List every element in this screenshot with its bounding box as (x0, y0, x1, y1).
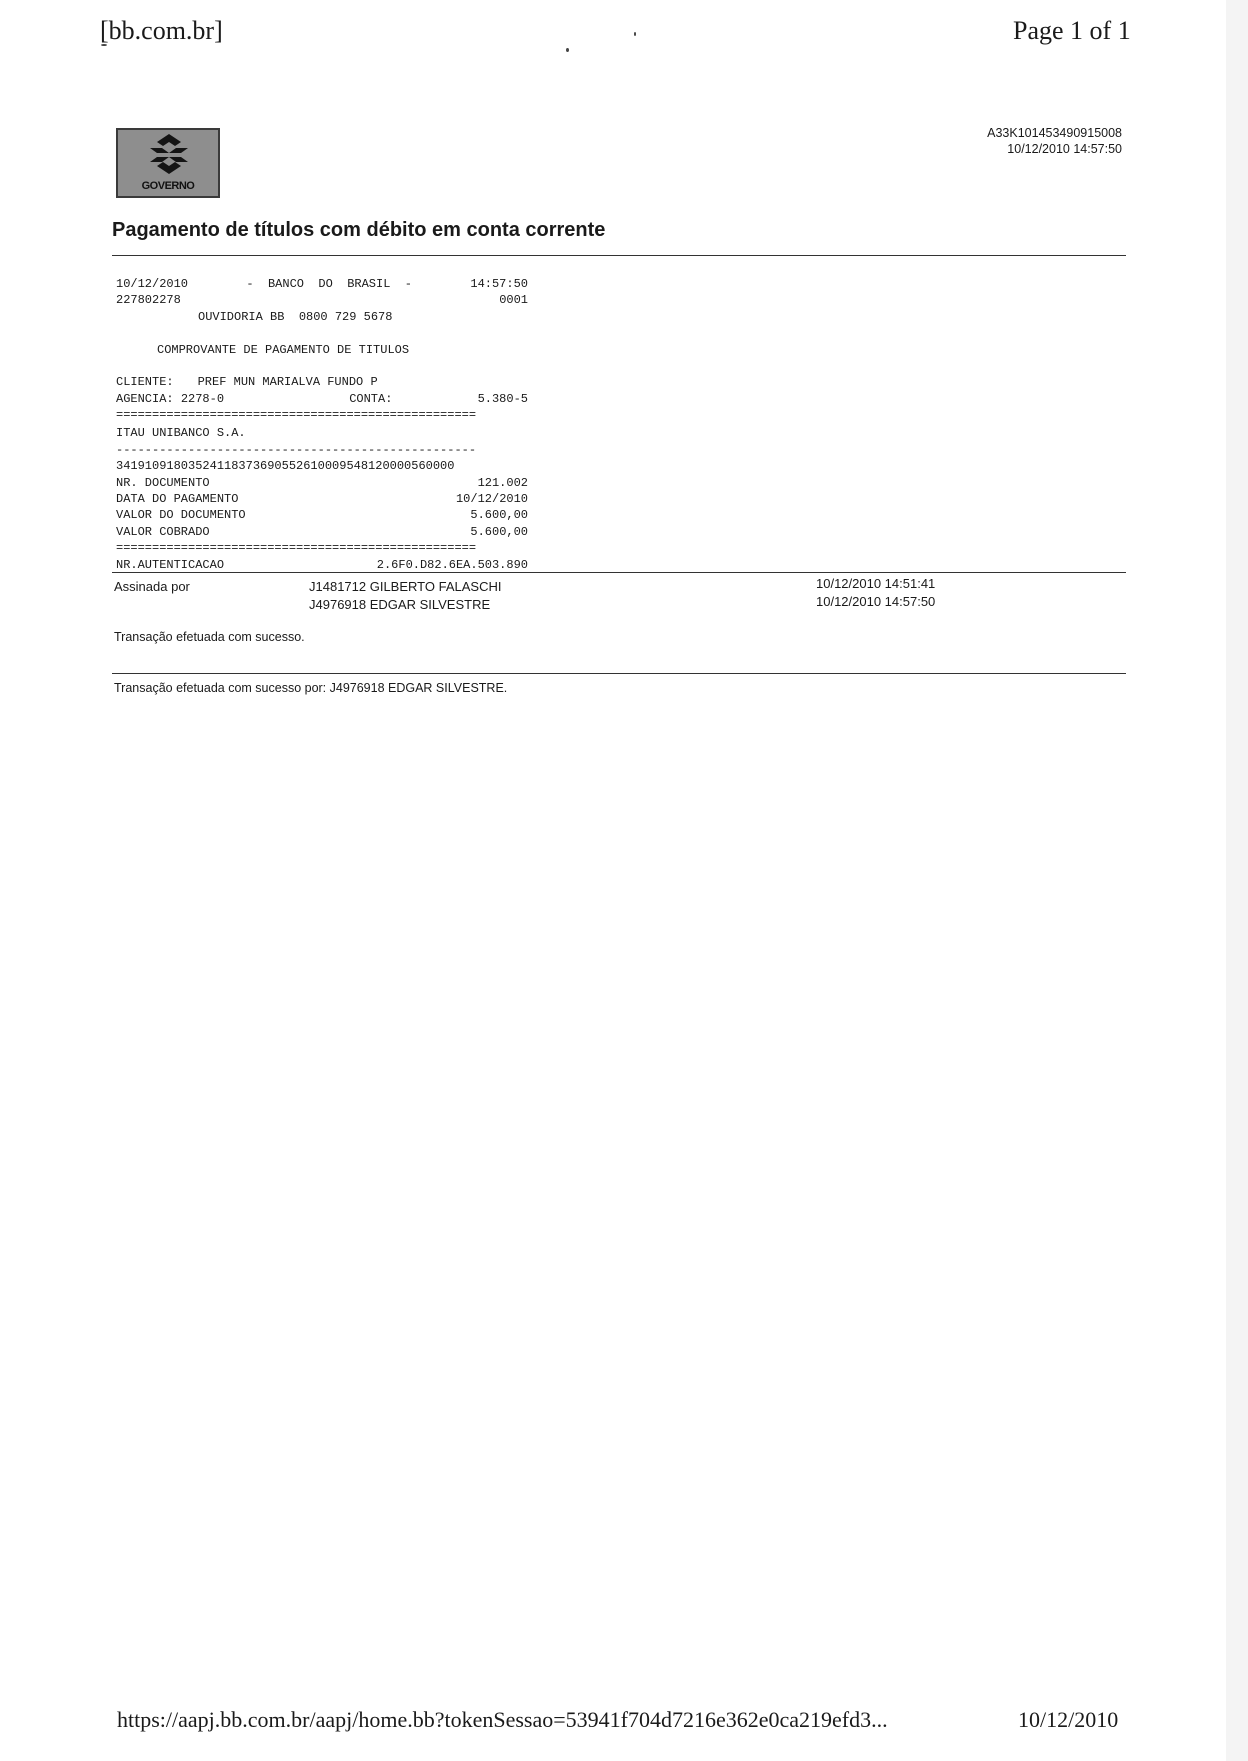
row-label: VALOR DO DOCUMENTO (116, 508, 246, 523)
authentication-value: 2.6F0.D82.6EA.503.890 (376, 557, 528, 572)
receipt-row (116, 507, 528, 523)
signer-name: J1481712 GILBERTO FALASCHI (309, 579, 502, 594)
signer-name: J4976918 EDGAR SILVESTRE (309, 597, 491, 612)
signed-by-label: Assinada por (114, 579, 190, 594)
authentication-row (116, 557, 528, 573)
receipt-account-row (116, 391, 528, 407)
page-counter: Page 1 of 1 (1013, 16, 1131, 45)
receipt-client-row (116, 374, 528, 390)
row-value: 5.600,00 (470, 508, 528, 523)
receipt-separator: ================================================== (116, 408, 477, 423)
receipt-row (116, 475, 528, 491)
receipt-terminal-row (116, 292, 528, 308)
agency-label: AGENCIA: (116, 391, 174, 406)
scan-speck (566, 48, 569, 52)
receipt-divider (112, 572, 1126, 573)
agency-value: 2278-0 (180, 391, 225, 406)
auth-block (987, 125, 1122, 157)
footer-url: https://aapj.bb.com.br/aapj/home.bb?tokenSessao=53941f704d7216e362e0ca219efd3... (117, 1707, 888, 1732)
row-value: 10/12/2010 (455, 492, 528, 507)
status-divider (112, 673, 1126, 674)
receipt-time: 14:57:50 (470, 277, 528, 291)
row-label: VALOR COBRADO (116, 524, 210, 539)
client-label: CLIENTE: (116, 375, 174, 390)
payee-bank: ITAU UNIBANCO S.A. (116, 425, 246, 440)
bank-logo (116, 128, 220, 198)
banco-do-brasil-logo-icon (140, 132, 198, 178)
success-by-message: Transação efetuada com sucesso por: J4976918 EDGAR SILVESTRE. (114, 681, 508, 695)
success-message: Transação efetuada com sucesso. (114, 630, 305, 644)
title-divider (112, 255, 1126, 256)
payment-receipt (116, 276, 528, 573)
receipt-bank-line: - BANCO DO BRASIL - (246, 277, 413, 291)
receipt-title: COMPROVANTE DE PAGAMENTO DE TITULOS (157, 342, 410, 357)
authentication-label: NR.AUTENTICACAO (116, 557, 225, 572)
account-label: CONTA: (349, 391, 393, 406)
auth-timestamp: 10/12/2010 14:57:50 (1007, 142, 1122, 156)
receipt-row (116, 491, 528, 507)
receipt-separator: ================================================== (116, 541, 477, 556)
row-value: 5.600,00 (470, 524, 528, 539)
account-value: 5.380-5 (477, 391, 528, 406)
logo-text: GOVERNO (141, 180, 195, 192)
scan-edge-shadow (1226, 0, 1248, 1761)
receipt-header-row (116, 276, 528, 292)
row-label: NR. DOCUMENTO (116, 475, 210, 490)
receipt-date: 10/12/2010 (116, 277, 189, 291)
signer-timestamp: 10/12/2010 14:57:50 (816, 594, 936, 609)
footer-date: 10/12/2010 (1018, 1707, 1119, 1732)
row-label: DATA DO PAGAMENTO (116, 492, 239, 507)
row-value: 121.002 (477, 475, 528, 490)
scan-speck (634, 32, 636, 36)
receipt-terminal-code: 0001 (499, 293, 528, 308)
site-label: [bb.com.br] (100, 16, 223, 45)
receipt-ombudsman: OUVIDORIA BB 0800 729 5678 (198, 309, 393, 324)
receipt-row (116, 524, 528, 540)
auth-code: A33K101453490915008 (987, 126, 1122, 140)
client-value: PREF MUN MARIALVA FUNDO P (197, 375, 378, 390)
receipt-separator: -------------------------------------------------- (116, 442, 477, 457)
page-title: Pagamento de títulos com débito em conta corrente (112, 219, 606, 241)
signer-timestamp: 10/12/2010 14:51:41 (816, 576, 936, 591)
receipt-terminal-id: 227802278 (116, 293, 181, 308)
barcode-line: 34191091803524118373690552610009548120000560000 (116, 459, 455, 474)
